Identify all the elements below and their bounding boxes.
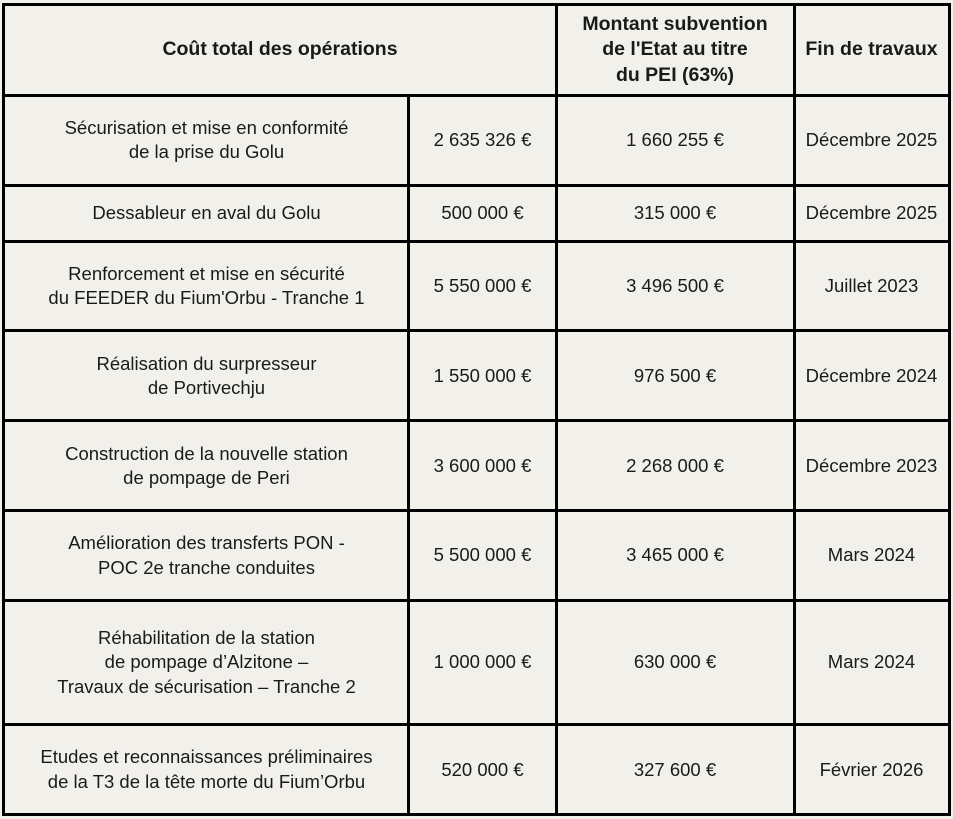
header-subvention-line-2: de l'Etat au titre (602, 38, 748, 61)
description-line: Construction de la nouvelle station (65, 442, 348, 464)
row-description (4, 725, 409, 815)
row-description (4, 331, 409, 421)
row-end: Juillet 2023 (794, 241, 949, 331)
description-line: POC 2e tranche conduites (97, 556, 315, 578)
row-cost: 3 600 000 € (409, 421, 556, 511)
header-description: Coût total des opérations (4, 5, 556, 96)
header-end-of-works: Fin de travaux (794, 5, 949, 96)
description-line: Amélioration des transferts PON - (68, 532, 345, 554)
row-subvention: 327 600 € (556, 725, 794, 815)
description-line: de la T3 de la tête morte du Fium’Orbu (47, 770, 366, 792)
description-line: Réhabilitation de la station (97, 627, 315, 649)
row-description (4, 96, 409, 186)
description-line: de Portivechju (147, 376, 266, 398)
description-line: Etudes et reconnaissances préliminaires (40, 746, 373, 768)
header-row (4, 5, 949, 96)
row-end: Mars 2024 (794, 600, 949, 724)
row-end: Décembre 2025 (794, 96, 949, 186)
description-line: du FEEDER du Fium'Orbu - Tranche 1 (48, 286, 365, 308)
table-row (4, 241, 949, 331)
description-line: Réalisation du surpresseur (96, 352, 317, 374)
row-cost: 1 550 000 € (409, 331, 556, 421)
header-subvention-line-1: Montant subvention (582, 13, 768, 35)
description-line: de pompage d’Alzitone – (104, 651, 309, 673)
row-description (4, 241, 409, 331)
description-line: Travaux de sécurisation – Tranche 2 (57, 675, 356, 697)
table-row (4, 331, 949, 421)
description-line: de la prise du Golu (128, 141, 285, 163)
row-subvention: 3 465 000 € (556, 511, 794, 601)
row-end: Mars 2024 (794, 511, 949, 601)
description-line: de pompage de Peri (123, 466, 290, 488)
row-end: Décembre 2025 (794, 185, 949, 241)
header-subvention (556, 5, 794, 96)
table-row (4, 185, 949, 241)
row-end: Décembre 2023 (794, 421, 949, 511)
row-cost: 5 500 000 € (409, 511, 556, 601)
row-end: Février 2026 (794, 725, 949, 815)
row-subvention: 1 660 255 € (556, 96, 794, 186)
row-subvention: 630 000 € (556, 600, 794, 724)
row-subvention: 3 496 500 € (556, 241, 794, 331)
row-cost: 520 000 € (409, 725, 556, 815)
table-body (4, 96, 949, 815)
description-line: Renforcement et mise en sécurité (68, 262, 345, 284)
row-description (4, 511, 409, 601)
row-description (4, 185, 409, 241)
header-subvention-line-3: du PEI (63%) (615, 63, 735, 86)
table-row (4, 96, 949, 186)
table-row (4, 421, 949, 511)
description-line: Dessableur en aval du Golu (92, 202, 321, 224)
row-description (4, 600, 409, 724)
table-row (4, 600, 949, 724)
description-line: Sécurisation et mise en conformité (64, 117, 349, 139)
row-subvention: 976 500 € (556, 331, 794, 421)
row-cost: 5 550 000 € (409, 241, 556, 331)
row-cost: 500 000 € (409, 185, 556, 241)
row-subvention: 315 000 € (556, 185, 794, 241)
table-row (4, 511, 949, 601)
row-description (4, 421, 409, 511)
row-cost: 1 000 000 € (409, 600, 556, 724)
row-end: Décembre 2024 (794, 331, 949, 421)
table-row (4, 725, 949, 815)
row-subvention: 2 268 000 € (556, 421, 794, 511)
table-header (4, 5, 949, 96)
row-cost: 2 635 326 € (409, 96, 556, 186)
operations-table (2, 3, 950, 816)
